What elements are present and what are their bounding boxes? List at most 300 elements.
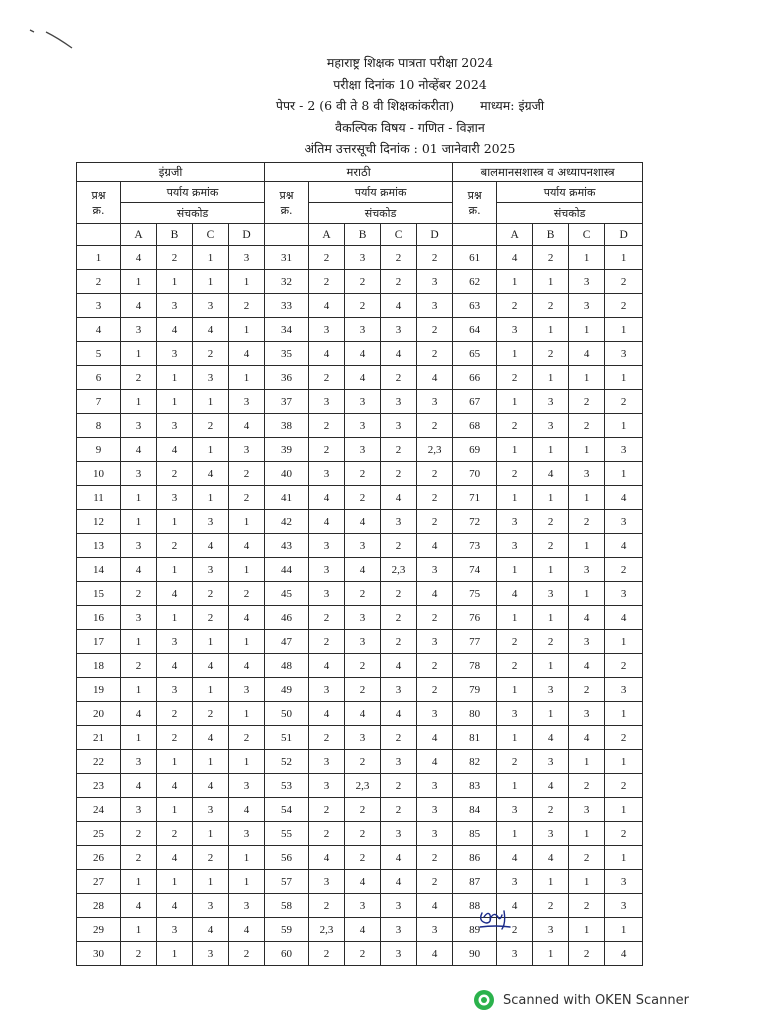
answer-cell: 2 [417, 414, 453, 438]
answer-cell: 1 [605, 702, 643, 726]
answer-cell: 3 [569, 294, 605, 318]
answer-cell: 1 [497, 342, 533, 366]
table-row [77, 438, 643, 462]
question-number: 11 [77, 486, 121, 510]
answer-cell: 3 [497, 702, 533, 726]
answer-cell: 3 [605, 894, 643, 918]
table-row [77, 822, 643, 846]
answer-cell: 3 [309, 870, 345, 894]
answer-cell: 2 [533, 510, 569, 534]
answer-cell: 3 [157, 486, 193, 510]
section-cdp: बालमानसशास्त्र व अध्यापनशास्त्र [453, 163, 643, 182]
table-row [77, 294, 643, 318]
answer-cell: 1 [533, 942, 569, 966]
answer-cell: 1 [157, 366, 193, 390]
answer-cell: 2 [193, 414, 229, 438]
question-number: 4 [77, 318, 121, 342]
question-number: 13 [77, 534, 121, 558]
answer-cell: 1 [605, 414, 643, 438]
question-number: 81 [453, 726, 497, 750]
answer-cell: 3 [309, 390, 345, 414]
answer-cell: 3 [193, 798, 229, 822]
answer-cell: 3 [193, 894, 229, 918]
answer-cell: 1 [193, 870, 229, 894]
answer-cell: 2 [121, 942, 157, 966]
answer-cell: 2 [569, 414, 605, 438]
answer-cell: 3 [345, 726, 381, 750]
question-no-header: प्रश्न क्र. [77, 182, 121, 224]
answer-cell: 1 [497, 774, 533, 798]
table-row [77, 654, 643, 678]
answer-cell: 1 [229, 630, 265, 654]
table-row [77, 414, 643, 438]
answer-cell: 3 [229, 822, 265, 846]
answer-cell: 2 [193, 582, 229, 606]
question-number: 3 [77, 294, 121, 318]
question-number: 33 [265, 294, 309, 318]
question-number: 72 [453, 510, 497, 534]
answer-cell: 4 [381, 846, 417, 870]
answer-cell: 2 [345, 942, 381, 966]
question-number: 59 [265, 918, 309, 942]
answer-cell: 2 [309, 606, 345, 630]
answer-cell: 1 [121, 342, 157, 366]
answer-cell: 3 [605, 510, 643, 534]
answer-cell: 4 [157, 846, 193, 870]
question-number: 15 [77, 582, 121, 606]
question-number: 10 [77, 462, 121, 486]
question-number: 12 [77, 510, 121, 534]
answer-cell: 3 [417, 822, 453, 846]
answer-cell: 1 [569, 534, 605, 558]
set-c-header: C [569, 224, 605, 246]
answer-cell: 3 [229, 390, 265, 414]
answer-cell: 4 [605, 534, 643, 558]
answer-cell: 4 [569, 726, 605, 750]
answer-cell: 2 [605, 390, 643, 414]
document-header [150, 52, 670, 160]
answer-cell: 2 [309, 822, 345, 846]
table-row [77, 798, 643, 822]
answer-cell: 1 [229, 270, 265, 294]
answer-cell: 4 [381, 870, 417, 894]
answer-cell: 3 [229, 678, 265, 702]
answer-cell: 3 [605, 678, 643, 702]
answer-cell: 3 [309, 774, 345, 798]
answer-cell: 2 [157, 726, 193, 750]
question-number: 77 [453, 630, 497, 654]
answer-cell: 3 [533, 918, 569, 942]
answer-cell: 4 [309, 486, 345, 510]
answer-cell: 2 [569, 390, 605, 414]
question-number: 88 [453, 894, 497, 918]
answer-cell: 2 [229, 486, 265, 510]
answer-cell: 2 [381, 798, 417, 822]
question-number: 26 [77, 846, 121, 870]
answer-cell: 3 [121, 462, 157, 486]
scanner-watermark [473, 989, 689, 1011]
answer-cell: 2 [345, 846, 381, 870]
answer-cell: 4 [229, 918, 265, 942]
answer-cell: 4 [533, 726, 569, 750]
answer-cell: 2 [157, 462, 193, 486]
question-number: 54 [265, 798, 309, 822]
answer-cell: 4 [193, 318, 229, 342]
answer-cell: 2 [381, 606, 417, 630]
table-row [77, 846, 643, 870]
answer-cell: 1 [193, 270, 229, 294]
answer-cell: 3 [605, 870, 643, 894]
answer-cell: 1 [533, 318, 569, 342]
question-number: 45 [265, 582, 309, 606]
exam-title: महाराष्ट्र शिक्षक पात्रता परीक्षा 2024 [326, 55, 494, 70]
answer-cell: 1 [497, 390, 533, 414]
question-number: 2 [77, 270, 121, 294]
answer-cell: 3 [309, 318, 345, 342]
answer-cell: 2 [605, 294, 643, 318]
answer-cell: 2 [417, 870, 453, 894]
answer-cell: 3 [533, 414, 569, 438]
answer-cell: 3 [229, 894, 265, 918]
answer-cell: 3 [381, 510, 417, 534]
answer-cell: 4 [193, 534, 229, 558]
answer-cell: 4 [309, 510, 345, 534]
answer-cell: 3 [121, 534, 157, 558]
answer-cell: 4 [381, 342, 417, 366]
question-number: 18 [77, 654, 121, 678]
answer-cell: 1 [157, 270, 193, 294]
answer-cell: 1 [497, 558, 533, 582]
question-number: 68 [453, 414, 497, 438]
answer-cell: 2 [309, 414, 345, 438]
question-number: 38 [265, 414, 309, 438]
answer-cell: 3 [605, 582, 643, 606]
answer-cell: 3 [309, 582, 345, 606]
answer-cell: 4 [381, 702, 417, 726]
table-row [77, 534, 643, 558]
answer-cell: 2 [417, 318, 453, 342]
answer-cell: 3 [157, 294, 193, 318]
answer-cell: 3 [605, 438, 643, 462]
question-number: 78 [453, 654, 497, 678]
answer-cell: 3 [345, 318, 381, 342]
table-row [77, 318, 643, 342]
answer-cell: 2 [345, 798, 381, 822]
answer-cell: 1 [569, 318, 605, 342]
table-row [77, 342, 643, 366]
answer-cell: 3 [497, 510, 533, 534]
answer-cell: 2 [309, 798, 345, 822]
answer-cell: 4 [533, 846, 569, 870]
question-number: 14 [77, 558, 121, 582]
answer-cell: 2 [121, 582, 157, 606]
answer-cell: 4 [345, 510, 381, 534]
medium: माध्यम: इंग्रजी [480, 98, 545, 113]
answer-cell: 1 [229, 750, 265, 774]
answer-cell: 3 [417, 270, 453, 294]
answer-cell: 1 [157, 798, 193, 822]
set-code-header: संचकोड [309, 203, 453, 224]
answer-cell: 4 [497, 582, 533, 606]
answer-cell: 4 [533, 462, 569, 486]
answer-cell: 2 [229, 582, 265, 606]
answer-cell: 1 [193, 390, 229, 414]
answer-cell: 1 [121, 870, 157, 894]
table-row [77, 678, 643, 702]
section-marathi: मराठी [265, 163, 453, 182]
table-row [77, 462, 643, 486]
answer-cell: 2 [229, 726, 265, 750]
question-number: 35 [265, 342, 309, 366]
answer-cell: 1 [229, 558, 265, 582]
table-row [77, 270, 643, 294]
answer-cell: 4 [193, 918, 229, 942]
question-number: 69 [453, 438, 497, 462]
answer-cell: 3 [381, 942, 417, 966]
answer-cell: 4 [605, 606, 643, 630]
table-row [77, 870, 643, 894]
answer-cell: 3 [229, 774, 265, 798]
question-number: 5 [77, 342, 121, 366]
answer-cell: 2 [193, 702, 229, 726]
answer-cell: 2 [309, 726, 345, 750]
question-number: 6 [77, 366, 121, 390]
answer-cell: 2 [497, 366, 533, 390]
question-number: 83 [453, 774, 497, 798]
answer-cell: 2 [193, 606, 229, 630]
answer-cell: 3 [497, 870, 533, 894]
answer-cell: 1 [497, 606, 533, 630]
answer-cell: 2 [229, 462, 265, 486]
question-number: 8 [77, 414, 121, 438]
answer-cell: 3 [121, 750, 157, 774]
answer-cell: 2 [417, 654, 453, 678]
question-number: 52 [265, 750, 309, 774]
answer-cell: 2 [381, 774, 417, 798]
question-number: 42 [265, 510, 309, 534]
answer-cell: 4 [121, 438, 157, 462]
question-number: 53 [265, 774, 309, 798]
answer-cell: 1 [569, 870, 605, 894]
answer-cell: 2 [497, 630, 533, 654]
answer-cell: 3 [497, 942, 533, 966]
question-number: 89 [453, 918, 497, 942]
answer-cell: 2 [381, 270, 417, 294]
set-c-header: C [381, 224, 417, 246]
answer-cell: 1 [605, 750, 643, 774]
question-number: 17 [77, 630, 121, 654]
question-number: 49 [265, 678, 309, 702]
answer-cell: 2 [417, 606, 453, 630]
answer-cell: 3 [345, 414, 381, 438]
answer-cell: 1 [121, 390, 157, 414]
question-number: 48 [265, 654, 309, 678]
answer-cell: 1 [229, 366, 265, 390]
answer-cell: 2 [605, 558, 643, 582]
answer-cell: 1 [533, 558, 569, 582]
answer-cell: 1 [121, 726, 157, 750]
answer-cell: 4 [345, 870, 381, 894]
answer-cell: 3 [417, 774, 453, 798]
answer-cell: 2 [569, 774, 605, 798]
table-row [77, 702, 643, 726]
answer-cell: 3 [121, 318, 157, 342]
answer-cell: 4 [417, 366, 453, 390]
blank-cell [77, 224, 121, 246]
answer-cell: 1 [121, 630, 157, 654]
answer-cell: 3 [417, 918, 453, 942]
question-number: 63 [453, 294, 497, 318]
answer-cell: 2,3 [345, 774, 381, 798]
answer-cell: 1 [569, 366, 605, 390]
answer-cell: 2 [533, 342, 569, 366]
answer-cell: 1 [157, 750, 193, 774]
answer-cell: 2 [381, 366, 417, 390]
answer-cell: 1 [229, 846, 265, 870]
answer-cell: 1 [121, 486, 157, 510]
answer-cell: 1 [533, 654, 569, 678]
set-code-header: संचकोड [497, 203, 643, 224]
answer-cell: 4 [193, 654, 229, 678]
question-number: 34 [265, 318, 309, 342]
answer-cell: 4 [497, 246, 533, 270]
answer-cell: 3 [193, 558, 229, 582]
question-number: 43 [265, 534, 309, 558]
answer-cell: 4 [193, 462, 229, 486]
answer-cell: 4 [569, 654, 605, 678]
answer-cell: 2 [345, 822, 381, 846]
question-number: 56 [265, 846, 309, 870]
answer-cell: 2 [381, 438, 417, 462]
answer-cell: 2 [381, 246, 417, 270]
question-number: 73 [453, 534, 497, 558]
answer-cell: 3 [157, 414, 193, 438]
answer-cell: 3 [381, 414, 417, 438]
answer-cell: 3 [345, 438, 381, 462]
answer-cell: 2 [381, 630, 417, 654]
answer-cell: 1 [157, 870, 193, 894]
question-number: 86 [453, 846, 497, 870]
answer-cell: 1 [569, 918, 605, 942]
answer-cell: 2 [193, 846, 229, 870]
answer-cell: 4 [193, 774, 229, 798]
answer-rows [77, 246, 643, 966]
answer-cell: 3 [345, 390, 381, 414]
answer-cell: 3 [309, 678, 345, 702]
question-number: 74 [453, 558, 497, 582]
answer-cell: 3 [497, 534, 533, 558]
answer-cell: 1 [605, 246, 643, 270]
question-number: 31 [265, 246, 309, 270]
answer-cell: 1 [229, 510, 265, 534]
scanner-text: Scanned with OKEN Scanner [503, 992, 689, 1008]
answer-cell: 3 [121, 798, 157, 822]
answer-cell: 4 [381, 486, 417, 510]
answer-cell: 1 [121, 270, 157, 294]
table-row [77, 486, 643, 510]
answer-cell: 2 [309, 942, 345, 966]
question-number: 41 [265, 486, 309, 510]
question-number: 7 [77, 390, 121, 414]
signature-icon [476, 903, 516, 933]
answer-cell: 2 [417, 342, 453, 366]
section-english: इंग्रजी [77, 163, 265, 182]
answer-cell: 3 [381, 390, 417, 414]
table-row [77, 582, 643, 606]
answer-cell: 3 [417, 390, 453, 414]
answer-cell: 3 [309, 534, 345, 558]
answer-cell: 2 [497, 294, 533, 318]
answer-cell: 3 [345, 630, 381, 654]
answer-cell: 3 [569, 270, 605, 294]
paper-line [150, 95, 670, 117]
answer-cell: 4 [157, 894, 193, 918]
answer-cell: 3 [157, 678, 193, 702]
answer-cell: 2 [229, 942, 265, 966]
answer-cell: 1 [605, 918, 643, 942]
answer-cell: 2 [345, 462, 381, 486]
question-number: 29 [77, 918, 121, 942]
question-number: 50 [265, 702, 309, 726]
answer-cell: 2 [569, 678, 605, 702]
answer-cell: 1 [533, 438, 569, 462]
question-number: 55 [265, 822, 309, 846]
answer-cell: 2 [345, 678, 381, 702]
answer-cell: 1 [497, 486, 533, 510]
question-number: 85 [453, 822, 497, 846]
answer-cell: 2 [345, 582, 381, 606]
question-number: 64 [453, 318, 497, 342]
answer-cell: 4 [345, 702, 381, 726]
question-number: 57 [265, 870, 309, 894]
answer-cell: 2 [605, 270, 643, 294]
question-number: 40 [265, 462, 309, 486]
answer-cell: 2 [533, 534, 569, 558]
answer-cell: 1 [569, 822, 605, 846]
answer-cell: 3 [193, 942, 229, 966]
answer-cell: 2 [533, 630, 569, 654]
question-no-header: प्रश्न क्र. [453, 182, 497, 224]
question-number: 61 [453, 246, 497, 270]
question-number: 27 [77, 870, 121, 894]
answer-cell: 1 [193, 486, 229, 510]
answer-cell: 2,3 [309, 918, 345, 942]
table-row [77, 630, 643, 654]
answer-cell: 2 [533, 894, 569, 918]
question-number: 44 [265, 558, 309, 582]
answer-cell: 1 [193, 678, 229, 702]
table-row [77, 390, 643, 414]
table-row [77, 366, 643, 390]
answer-cell: 3 [569, 630, 605, 654]
table-row [77, 246, 643, 270]
question-number: 71 [453, 486, 497, 510]
table-row [77, 774, 643, 798]
question-number: 46 [265, 606, 309, 630]
answer-cell: 2,3 [381, 558, 417, 582]
question-number: 70 [453, 462, 497, 486]
table-row [77, 558, 643, 582]
answer-cell: 1 [497, 726, 533, 750]
table-row [77, 894, 643, 918]
answer-cell: 3 [533, 750, 569, 774]
answer-cell: 1 [193, 750, 229, 774]
question-number: 76 [453, 606, 497, 630]
question-number: 65 [453, 342, 497, 366]
answer-cell: 2 [605, 822, 643, 846]
answer-cell: 1 [533, 486, 569, 510]
blank-cell [265, 224, 309, 246]
